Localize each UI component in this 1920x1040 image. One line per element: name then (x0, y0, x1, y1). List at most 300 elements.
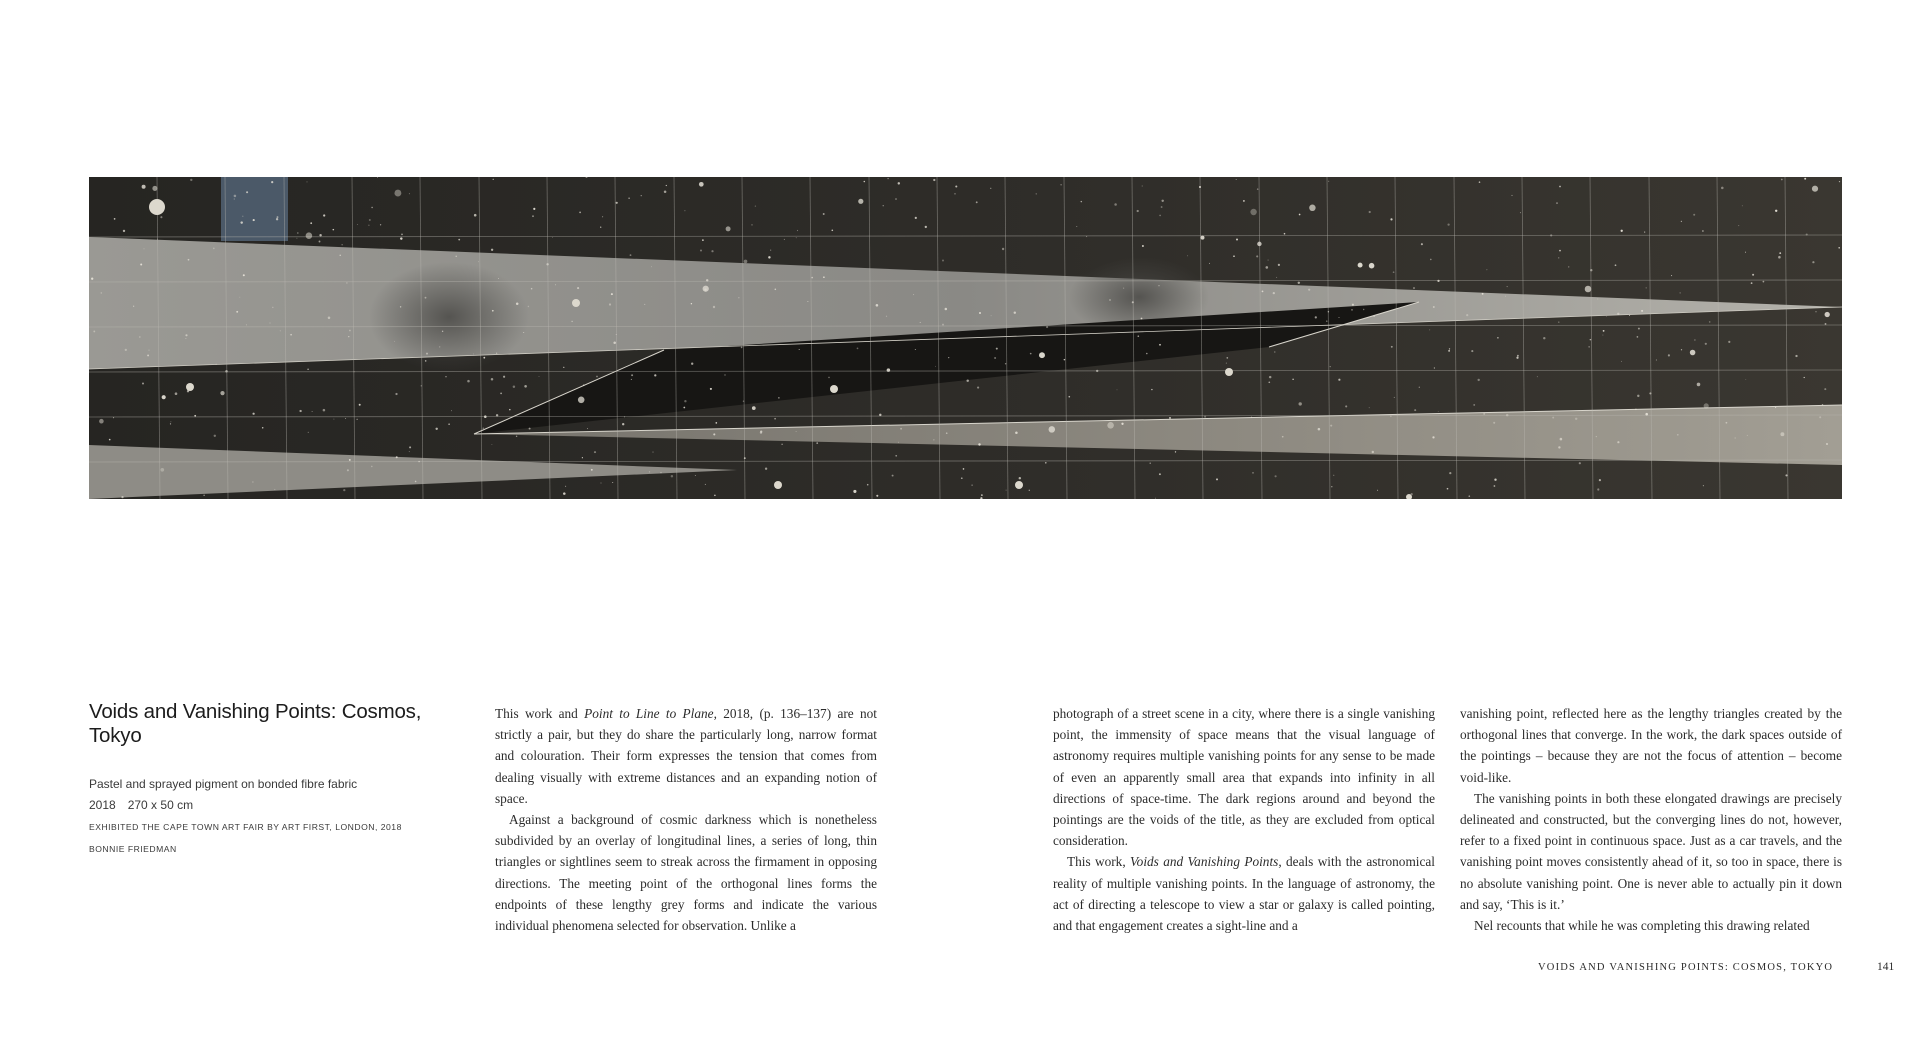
star (483, 357, 485, 359)
star (1597, 299, 1598, 300)
star (307, 369, 309, 371)
star (319, 234, 321, 236)
star (1641, 310, 1643, 312)
star (1806, 233, 1808, 235)
star (1275, 475, 1277, 477)
star (1226, 357, 1228, 359)
star (160, 216, 162, 218)
star (796, 431, 797, 432)
star (1704, 403, 1709, 408)
star (1117, 389, 1118, 390)
star (961, 477, 963, 479)
star (539, 376, 540, 377)
artwork-title: Voids and Vanishing Points: Cosmos, Tokyo (89, 700, 422, 747)
star (1558, 321, 1559, 322)
star (1036, 193, 1037, 194)
star (831, 229, 833, 231)
star (133, 306, 134, 307)
star (1393, 271, 1395, 273)
star (978, 443, 980, 445)
star (1606, 316, 1607, 317)
star (246, 191, 248, 193)
star (1493, 422, 1495, 424)
star (140, 263, 142, 265)
star (797, 230, 798, 231)
star (290, 334, 292, 336)
star (1745, 379, 1746, 380)
star (310, 222, 312, 224)
star (1552, 417, 1554, 419)
star (491, 378, 494, 381)
star (1158, 285, 1159, 286)
artwork-caption (89, 700, 469, 860)
star (1257, 188, 1259, 190)
star (630, 254, 632, 256)
star (272, 307, 274, 309)
star (1351, 309, 1352, 310)
paragraph: This work, Voids and Vanishing Points, deals with the astronomical reality of multiple vanishing points. In the language of astronomy, the act of directing a telescope to view a star or galaxy is called pointing, and that engagement creates a sight-line and a (1053, 854, 1435, 934)
star (935, 366, 936, 367)
star (299, 410, 301, 412)
star (887, 368, 891, 372)
star (491, 249, 493, 251)
star (1266, 266, 1269, 269)
star (1681, 349, 1682, 350)
star (1006, 490, 1007, 491)
star (1596, 436, 1597, 437)
star (724, 374, 725, 375)
star (714, 495, 715, 496)
paragraph: vanishing point, reflected here as the lengthy triangles created by the orthogonal lines that converge. In the work, the dark spaces outside of the pointings – because they are not the focus of attention – become void-like. (1460, 706, 1842, 785)
star (240, 221, 242, 223)
star (990, 188, 991, 189)
star (948, 357, 949, 358)
star (421, 385, 422, 386)
star (942, 324, 944, 326)
star (1216, 478, 1218, 480)
star (125, 349, 127, 351)
star (1161, 200, 1163, 202)
star (1804, 178, 1806, 180)
bright-star (830, 385, 838, 393)
star (277, 216, 279, 218)
star (1590, 339, 1592, 341)
star (892, 475, 894, 477)
star (484, 415, 487, 418)
paragraph: This work and Point to Line to Plane, 2018, (p. 136–137) are not strictly a pair, but they do share the particularly long, narrow format and colouration. Their form expresses the tension that comes from dealing visually with extreme distances and an expanding notion of space. (495, 706, 877, 806)
star (348, 336, 349, 337)
star (1751, 282, 1753, 284)
star (1309, 205, 1315, 211)
star (1656, 359, 1657, 360)
star (1328, 181, 1329, 182)
star (1045, 462, 1047, 464)
star (149, 350, 150, 351)
star (1064, 359, 1066, 361)
star (306, 232, 313, 239)
star (342, 244, 343, 245)
star (297, 232, 299, 234)
star (445, 376, 446, 377)
star (587, 428, 588, 429)
star (1466, 314, 1468, 316)
star (1068, 396, 1070, 398)
star (770, 250, 771, 251)
star (123, 230, 125, 232)
star (307, 181, 308, 182)
star (1236, 238, 1238, 240)
star (751, 224, 752, 225)
star (220, 391, 224, 395)
star (323, 409, 326, 412)
star (1839, 181, 1840, 182)
star (1615, 264, 1617, 266)
star (1086, 236, 1087, 237)
star (139, 336, 141, 338)
star (713, 306, 715, 308)
star (616, 334, 617, 335)
star (1825, 323, 1827, 325)
star (695, 475, 696, 476)
star (883, 205, 884, 206)
star (571, 321, 572, 322)
star (1292, 379, 1293, 380)
star (755, 205, 756, 206)
star (270, 323, 271, 324)
star (1486, 269, 1487, 270)
star (1558, 446, 1560, 448)
star (1646, 287, 1647, 288)
star (1331, 486, 1332, 487)
star (1819, 416, 1821, 418)
star (418, 461, 419, 462)
star (1419, 387, 1420, 388)
star (1449, 348, 1450, 349)
star (1015, 432, 1018, 435)
star (1709, 321, 1711, 323)
star (1014, 311, 1016, 313)
star (611, 293, 613, 295)
star (1299, 214, 1301, 216)
star (1138, 335, 1140, 337)
star (867, 484, 869, 486)
star (1742, 205, 1743, 206)
star (1390, 416, 1391, 417)
star (706, 279, 708, 281)
star (216, 364, 217, 365)
star (144, 249, 145, 250)
star (1358, 263, 1363, 268)
star (162, 395, 166, 399)
star (1585, 286, 1592, 293)
star (1390, 218, 1392, 220)
star (1060, 184, 1061, 185)
star (498, 278, 499, 279)
star (1132, 301, 1134, 303)
star (1621, 230, 1623, 232)
star (726, 226, 731, 231)
star (966, 379, 968, 381)
star (1825, 312, 1830, 317)
star (533, 208, 535, 210)
star (671, 475, 673, 477)
star (1226, 363, 1227, 364)
star (1391, 346, 1393, 348)
star (624, 416, 625, 417)
star (1338, 379, 1340, 381)
star (1477, 379, 1479, 381)
star (1150, 463, 1151, 464)
star (1752, 274, 1754, 276)
star (1621, 361, 1622, 362)
star (886, 316, 887, 317)
star (1637, 395, 1639, 397)
star (1726, 422, 1728, 424)
star (977, 387, 979, 389)
star (1721, 187, 1724, 190)
star (1201, 236, 1205, 240)
star (1775, 210, 1777, 212)
star (409, 451, 410, 452)
star (1471, 350, 1473, 352)
star (93, 330, 95, 332)
star (920, 322, 921, 323)
star (1560, 438, 1563, 441)
star (214, 435, 216, 437)
star (715, 422, 717, 424)
star (1638, 328, 1640, 330)
star (752, 406, 756, 410)
artwork-year: 2018 (89, 798, 116, 812)
star (1199, 186, 1201, 188)
star (1432, 436, 1434, 438)
star (853, 490, 856, 493)
star (954, 193, 956, 195)
star (349, 330, 351, 332)
star (357, 224, 358, 225)
star (1703, 485, 1704, 486)
star (1187, 255, 1188, 256)
star (439, 346, 440, 347)
star (1824, 388, 1826, 390)
star (807, 301, 808, 302)
star (1352, 304, 1354, 306)
star (531, 288, 533, 290)
star (371, 207, 372, 208)
star (743, 400, 744, 401)
star (1629, 315, 1630, 316)
star (500, 393, 502, 395)
star (1081, 201, 1082, 202)
star (857, 348, 859, 350)
star (1268, 260, 1269, 261)
star (1795, 355, 1797, 357)
star (1262, 291, 1264, 293)
star (1141, 318, 1143, 320)
star (601, 483, 602, 484)
star (631, 374, 633, 376)
star (1494, 485, 1496, 487)
star (760, 431, 762, 433)
bright-star (774, 481, 782, 489)
star (876, 495, 878, 497)
star (1785, 474, 1787, 476)
star (333, 419, 334, 420)
star (684, 400, 686, 402)
bright-star (1225, 368, 1233, 376)
star (346, 282, 347, 283)
star (887, 178, 888, 179)
bright-star (186, 383, 194, 391)
star (451, 410, 452, 411)
star (1617, 441, 1619, 443)
star (616, 202, 618, 204)
star (1252, 472, 1253, 473)
star (236, 311, 238, 313)
star (394, 341, 395, 342)
star (1558, 257, 1559, 258)
star (765, 468, 767, 470)
star (945, 308, 948, 311)
star (516, 302, 519, 305)
bright-star (149, 199, 165, 215)
star (185, 338, 186, 339)
star (1339, 317, 1340, 318)
star (741, 347, 743, 349)
star (628, 198, 629, 199)
star (876, 304, 879, 307)
star (1520, 212, 1521, 213)
star (591, 469, 593, 471)
star (1414, 409, 1416, 411)
star (796, 237, 797, 238)
star (113, 417, 114, 418)
star (596, 376, 598, 378)
star (190, 179, 192, 181)
star (121, 496, 123, 498)
star (1649, 392, 1651, 394)
star (1812, 261, 1814, 263)
star (1345, 405, 1347, 407)
star (1482, 293, 1484, 295)
artwork-dimensions: 270 x 50 cm (127, 798, 194, 812)
star (1299, 402, 1302, 405)
star (744, 457, 746, 459)
star (631, 379, 632, 380)
star (1273, 292, 1275, 294)
star (1559, 250, 1561, 252)
star (415, 481, 417, 483)
star (1826, 443, 1828, 445)
star (565, 486, 566, 487)
star (1778, 256, 1781, 259)
star (1284, 233, 1286, 235)
star (1030, 353, 1032, 355)
paragraph: Against a background of cosmic darkness which is nonetheless subdivided by an overlay of longitudinal lines, a series of long, thin triangles or sightlines seem to streak across the firmament in opposing directions. The meeting point of the orthogonal lines forms the endpoints of these lengthy grey forms and indicate the various individual phenomena selected for observation. Unlike a (495, 812, 877, 934)
star (1645, 413, 1648, 416)
star (109, 439, 111, 441)
star (1579, 462, 1581, 464)
star (703, 286, 709, 292)
star (1276, 277, 1277, 278)
star (895, 198, 897, 200)
star (1597, 488, 1599, 490)
star (435, 428, 437, 430)
star (170, 423, 171, 424)
star (478, 261, 479, 262)
star (915, 217, 917, 219)
star (1369, 211, 1371, 213)
star (1421, 243, 1423, 245)
star (371, 466, 373, 468)
star (963, 468, 965, 470)
star (1516, 357, 1518, 359)
star (971, 484, 972, 485)
star (1161, 206, 1163, 208)
star (933, 179, 935, 181)
star (1822, 404, 1823, 405)
star (1738, 225, 1739, 226)
star (467, 380, 470, 383)
star (577, 287, 579, 289)
star (1447, 488, 1449, 490)
star (1430, 259, 1432, 261)
star (1680, 292, 1681, 293)
star (1278, 264, 1280, 266)
star (1668, 354, 1670, 356)
star (1705, 343, 1707, 345)
star (347, 469, 349, 471)
star (622, 423, 624, 425)
star (1677, 434, 1679, 436)
star (1780, 432, 1784, 436)
star (1236, 179, 1237, 180)
star (579, 212, 581, 214)
star (234, 198, 235, 199)
star (1257, 242, 1261, 246)
star (713, 433, 715, 435)
star (879, 414, 881, 416)
star (1671, 275, 1672, 276)
star (552, 237, 553, 238)
star (784, 239, 785, 240)
star (811, 277, 813, 279)
star (396, 456, 398, 458)
star (582, 457, 583, 458)
star (1251, 417, 1252, 418)
star (473, 354, 474, 355)
star (925, 226, 927, 228)
artwork-image (89, 177, 1842, 499)
star (1483, 413, 1485, 415)
star (644, 304, 645, 305)
star (683, 407, 685, 409)
star (775, 289, 777, 291)
star (1434, 367, 1435, 368)
star (323, 214, 325, 216)
star (702, 239, 704, 241)
star (666, 185, 667, 186)
star (1233, 255, 1235, 257)
star (651, 266, 652, 267)
star (1507, 286, 1508, 287)
star (594, 451, 596, 453)
star (243, 274, 245, 276)
star (1169, 417, 1171, 419)
star (395, 393, 397, 395)
star (1599, 479, 1601, 481)
star (1123, 288, 1124, 289)
